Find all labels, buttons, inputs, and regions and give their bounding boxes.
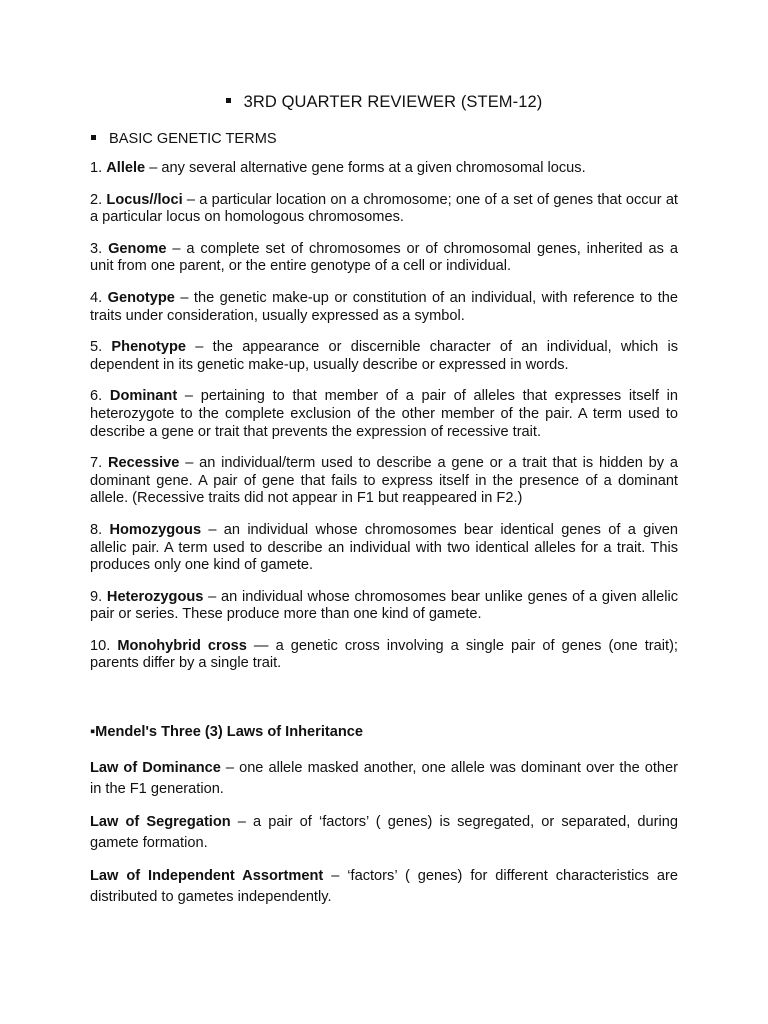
term-number: 7. — [90, 455, 103, 472]
law-item — [90, 758, 678, 799]
law-name: Law of Segregation — [90, 814, 231, 830]
term-item — [90, 388, 678, 441]
term-name: Genome — [108, 240, 167, 257]
term-separator: – — [145, 160, 162, 176]
law-definition: a pair of ‘factors’ ( genes) is segregated, or separated, during gamete formation. — [90, 814, 679, 851]
term-name: Phenotype — [111, 339, 187, 356]
term-definition: a complete set of chromosomes or of chromosomal genes, inherited as a unit from one parent, or the entire genotype of a cell or individual. — [90, 240, 678, 275]
term-item — [90, 589, 678, 624]
term-item — [90, 192, 678, 227]
term-name: Dominant — [109, 388, 178, 405]
term-item — [90, 638, 678, 673]
term-definition: an individual/term used to describe a gene or a trait that is hidden by a dominant gene. A pair of gene that fails to express itself in the presence of a dominant allele. (Recessive traits did not appear in F1 but reappeared in F2.) — [90, 455, 678, 507]
law-separator: – — [220, 760, 240, 776]
term-name: Homozygous — [109, 521, 202, 538]
square-bullet-icon — [226, 98, 231, 103]
law-item — [90, 866, 678, 907]
laws-list — [90, 758, 678, 920]
term-separator: – — [186, 339, 213, 356]
law-definition: one allele masked another, one allele was dominant over the other in the F1 generation. — [90, 760, 679, 797]
term-definition: an individual whose chromosomes bear identical genes of a given allelic pair. A term used to describe an individual with two identical alleles for a trait. This produces only one kind of gamete. — [90, 521, 678, 574]
term-item — [90, 522, 678, 575]
term-definition: an individual whose chromosomes bear unlike genes of a given allelic pair or series. These produce more than one kind of gamete. — [90, 588, 678, 623]
term-definition: a particular location on a chromosome; one of a set of genes that occur at a particular locus on homologous chromosomes. — [90, 191, 678, 226]
term-number: 9. — [90, 588, 103, 605]
term-separator: – — [201, 521, 224, 538]
section-heading-mendel: ▪Mendel's Three (3) Laws of Inheritance — [90, 724, 364, 740]
term-separator: – — [182, 191, 200, 208]
term-number: 2. — [90, 191, 103, 208]
term-number: 10. — [90, 637, 111, 654]
term-separator: — — [246, 637, 276, 654]
term-item — [90, 455, 678, 508]
term-item — [90, 160, 678, 178]
term-number: 4. — [90, 289, 103, 306]
term-separator: – — [203, 588, 221, 605]
term-name: Allele — [106, 160, 146, 176]
term-number: 5. — [90, 339, 103, 356]
terms-list — [90, 160, 678, 687]
term-separator: – — [177, 388, 201, 405]
square-bullet-icon — [91, 135, 96, 140]
term-name: Heterozygous — [106, 588, 204, 605]
law-definition: ‘factors’ ( genes) for different characteristics are distributed to gametes independently. — [90, 868, 678, 905]
term-name: Genotype — [107, 289, 175, 306]
term-definition: pertaining to that member of a pair of alleles that expresses itself in heterozygote to the complete exclusion of the other member of the pair. A term used to describe a gene or trait that prevents the expression of recessive trait. — [90, 388, 678, 440]
term-item — [90, 241, 678, 276]
term-definition: the genetic make-up or constitution of an individual, with reference to the traits under consideration, usually expressed as a symbol. — [90, 289, 678, 324]
term-separator: – — [179, 455, 200, 472]
law-name: Law of Independent Assortment — [90, 868, 324, 884]
term-number: 3. — [90, 240, 103, 257]
section-heading-text: BASIC GENETIC TERMS — [109, 131, 277, 147]
term-number: 8. — [90, 521, 103, 538]
page-title — [0, 93, 768, 112]
law-separator: – — [230, 814, 254, 830]
term-name: Monohybrid cross — [117, 637, 247, 654]
term-item — [90, 290, 678, 325]
term-name: Recessive — [107, 455, 180, 472]
term-number: 6. — [90, 388, 103, 405]
term-number: 1. — [90, 160, 103, 176]
title-text: 3RD QUARTER REVIEWER (STEM-12) — [243, 93, 543, 111]
law-name: Law of Dominance — [90, 760, 221, 776]
law-item — [90, 812, 678, 853]
term-definition: any several alternative gene forms at a given chromosomal locus. — [161, 160, 586, 176]
term-separator: – — [166, 240, 187, 257]
term-item — [90, 339, 678, 374]
section-heading-terms — [91, 131, 277, 147]
law-separator: – — [323, 868, 348, 884]
term-definition: the appearance or discernible character of an individual, which is dependent in its genetic make-up, usually describe or expressed in words. — [90, 339, 678, 373]
term-definition: a genetic cross involving a single pair of genes (one trait); parents differ by a single trait. — [90, 637, 678, 672]
term-name: Locus//loci — [106, 191, 183, 208]
term-separator: – — [174, 289, 194, 306]
